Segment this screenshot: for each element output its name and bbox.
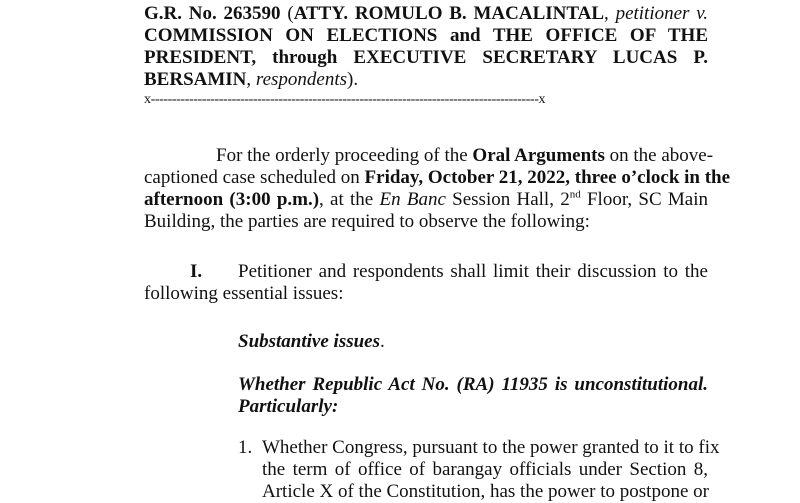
item-line-3: Article X of the Constitution, has the power to postpone or [262,481,709,502]
caption-line-3: PRESIDENT, through EXECUTIVE SECRETARY LUCAS P. [144,47,708,68]
case-number: G.R. No. 263590 [144,3,281,24]
caption-line-2: COMMISSION ON ELECTIONS and THE OFFICE OF THE [144,25,708,46]
item-line-2: the term of office of barangay officials under Section 8, [262,459,708,480]
question-line-2: Particularly: [238,396,339,417]
respondent-name: BERSAMIN [144,69,247,90]
petitioner-name: ATTY. ROMULO B. MACALINTAL [293,3,605,24]
section-one-line-2: following essential issues: [144,283,344,304]
intro-line-4: Building, the parties are required to observe the following: [144,211,590,232]
petitioner-role: petitioner v. [615,3,708,24]
substantive-heading: Substantive issues. [238,331,385,352]
section-one-line-1: Petitioner and respondents shall limit their discussion to the [238,261,708,282]
intro-line-2: captioned case scheduled on Friday, October 21, 2022, three o’clock in the [144,167,731,188]
section-numeral: I. [190,261,203,282]
item-number: 1. [238,437,253,458]
intro-line-3: afternoon (3:00 p.m.), at the En Banc Session Hall, 2nd Floor, SC Main [144,188,708,210]
question-line-1: Whether Republic Act No. (RA) 11935 is unconstitutional. [238,374,708,395]
item-line-1: Whether Congress, pursuant to the power granted to it to fix [262,437,720,458]
intro-line-1: For the orderly proceeding of the Oral Arguments on the above- [216,145,714,166]
respondent-role: respondents [255,69,348,90]
caption-line-4: BERSAMIN, respondents). [144,69,359,90]
caption-separator: x-------------------------------------------------------------------------------------------x [144,92,546,107]
caption-line-1: G.R. No. 263590 (ATTY. ROMULO B. MACALINTAL, petitioner v. [144,3,708,24]
